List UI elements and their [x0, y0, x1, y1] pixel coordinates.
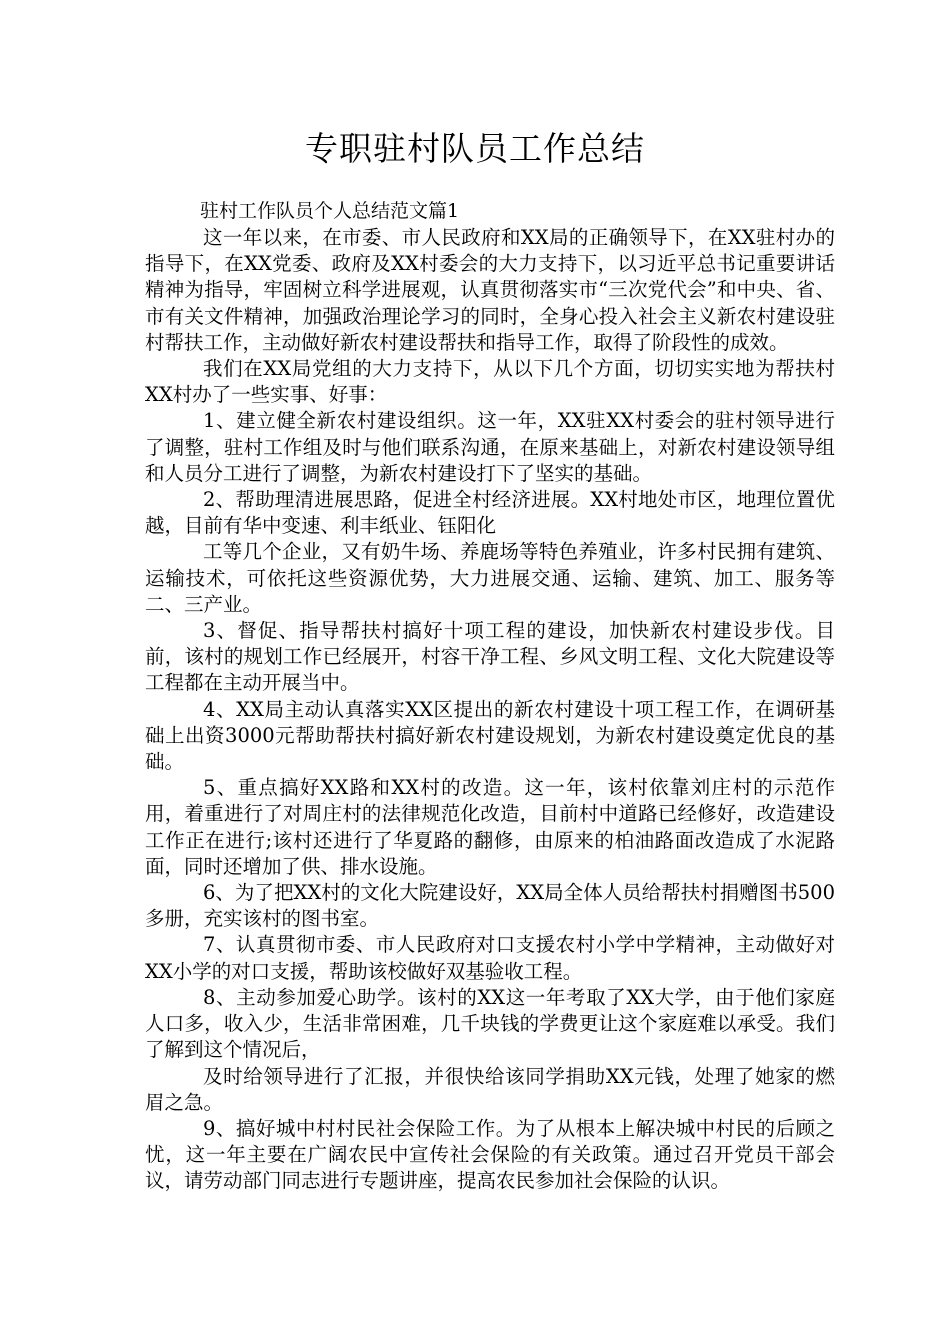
paragraph-item-4: 4、XX局主动认真落实XX区提出的新农村建设十项工程工作，在调研基础上出资3000元帮助帮扶村搞好新农村建设规划，为新农村建设奠定优良的基础。 [145, 697, 835, 774]
document-title: 专职驻村队员工作总结 [305, 129, 645, 168]
document-body [145, 225, 835, 1195]
paragraph-intro: 这一年以来，在市委、市人民政府和XX局的正确领导下，在XX驻村办的指导下，在XX党委、政府及XX村委会的大力支持下，以习近平总书记重要讲话精神为指导，牢固树立科学进展观，认真贯彻落实市“三次党代会”和中央、省、市有关文件精神，加强政治理论学习的同时，全身心投入社会主义新农村建设驻村帮扶工作，主动做好新农村建设帮扶和指导工作，取得了阶段性的成效。 [145, 226, 835, 354]
paragraph-overview: 我们在XX局党组的大力支持下，从以下几个方面，切切实实地为帮扶村XX村办了一些实事、好事： [145, 357, 835, 407]
paragraph-item-6: 6、为了把XX村的文化大院建设好，XX局全体人员给帮扶村捐赠图书500多册，充实该村的图书室。 [145, 881, 835, 931]
paragraph-item-8-continued: 及时给领导进行了汇报，并很快给该同学捐助XX元钱，处理了她家的燃眉之急。 [145, 1064, 835, 1114]
paragraph-item-8: 8、主动参加爱心助学。该村的XX这一年考取了XX大学，由于他们家庭人口多，收入少，生活非常困难，几千块钱的学费更让这个家庭难以承受。我们了解到这个情况后， [145, 985, 835, 1062]
document-subtitle: 驻村工作队员个人总结范文篇1 [200, 200, 460, 222]
paragraph-item-3: 3、督促、指导帮扶村搞好十项工程的建设，加快新农村建设步伐。目前，该村的规划工作已经展开，村容干净工程、乡风文明工程、文化大院建设等工程都在主动开展当中。 [145, 619, 835, 695]
paragraph-item-1: 1、建立健全新农村建设组织。这一年，XX驻XX村委会的驻村领导进行了调整，驻村工作组及时与他们联系沟通，在原来基础上，对新农村建设领导组和人员分工进行了调整，为新农村建设打下了坚实的基础。 [145, 409, 835, 485]
paragraph-item-9: 9、搞好城中村村民社会保险工作。为了从根本上解决城中村民的后顾之忧，这一年主要在广阔农民中宣传社会保险的有关政策。通过召开党员干部会议，请劳动部门同志进行专题讲座，提高农民参加社会保险的认识。 [145, 1116, 835, 1193]
paragraph-item-2: 2、帮助理清进展思路，促进全村经济进展。XX村地处市区，地理位置优越，目前有华中变速、利丰纸业、钰阳化 [145, 488, 835, 538]
paragraph-item-2-continued: 工等几个企业，又有奶牛场、养鹿场等特色养殖业，许多村民拥有建筑、运输技术，可依托这些资源优势，大力进展交通、运输、建筑、加工、服务等二、三产业。 [145, 540, 835, 616]
paragraph-item-5: 5、重点搞好XX路和XX村的改造。这一年，该村依靠刘庄村的示范作用，着重进行了对周庄村的法律规范化改造，目前村中道路已经修好，改造建设工作正在进行;该村还进行了华夏路的翻修，由原来的柏油路面改造成了水泥路面，同时还增加了供、排水设施。 [145, 776, 835, 878]
paragraph-item-7: 7、认真贯彻市委、市人民政府对口支援农村小学中学精神，主动做好对XX小学的对口支援，帮助该校做好双基验收工程。 [145, 933, 835, 983]
